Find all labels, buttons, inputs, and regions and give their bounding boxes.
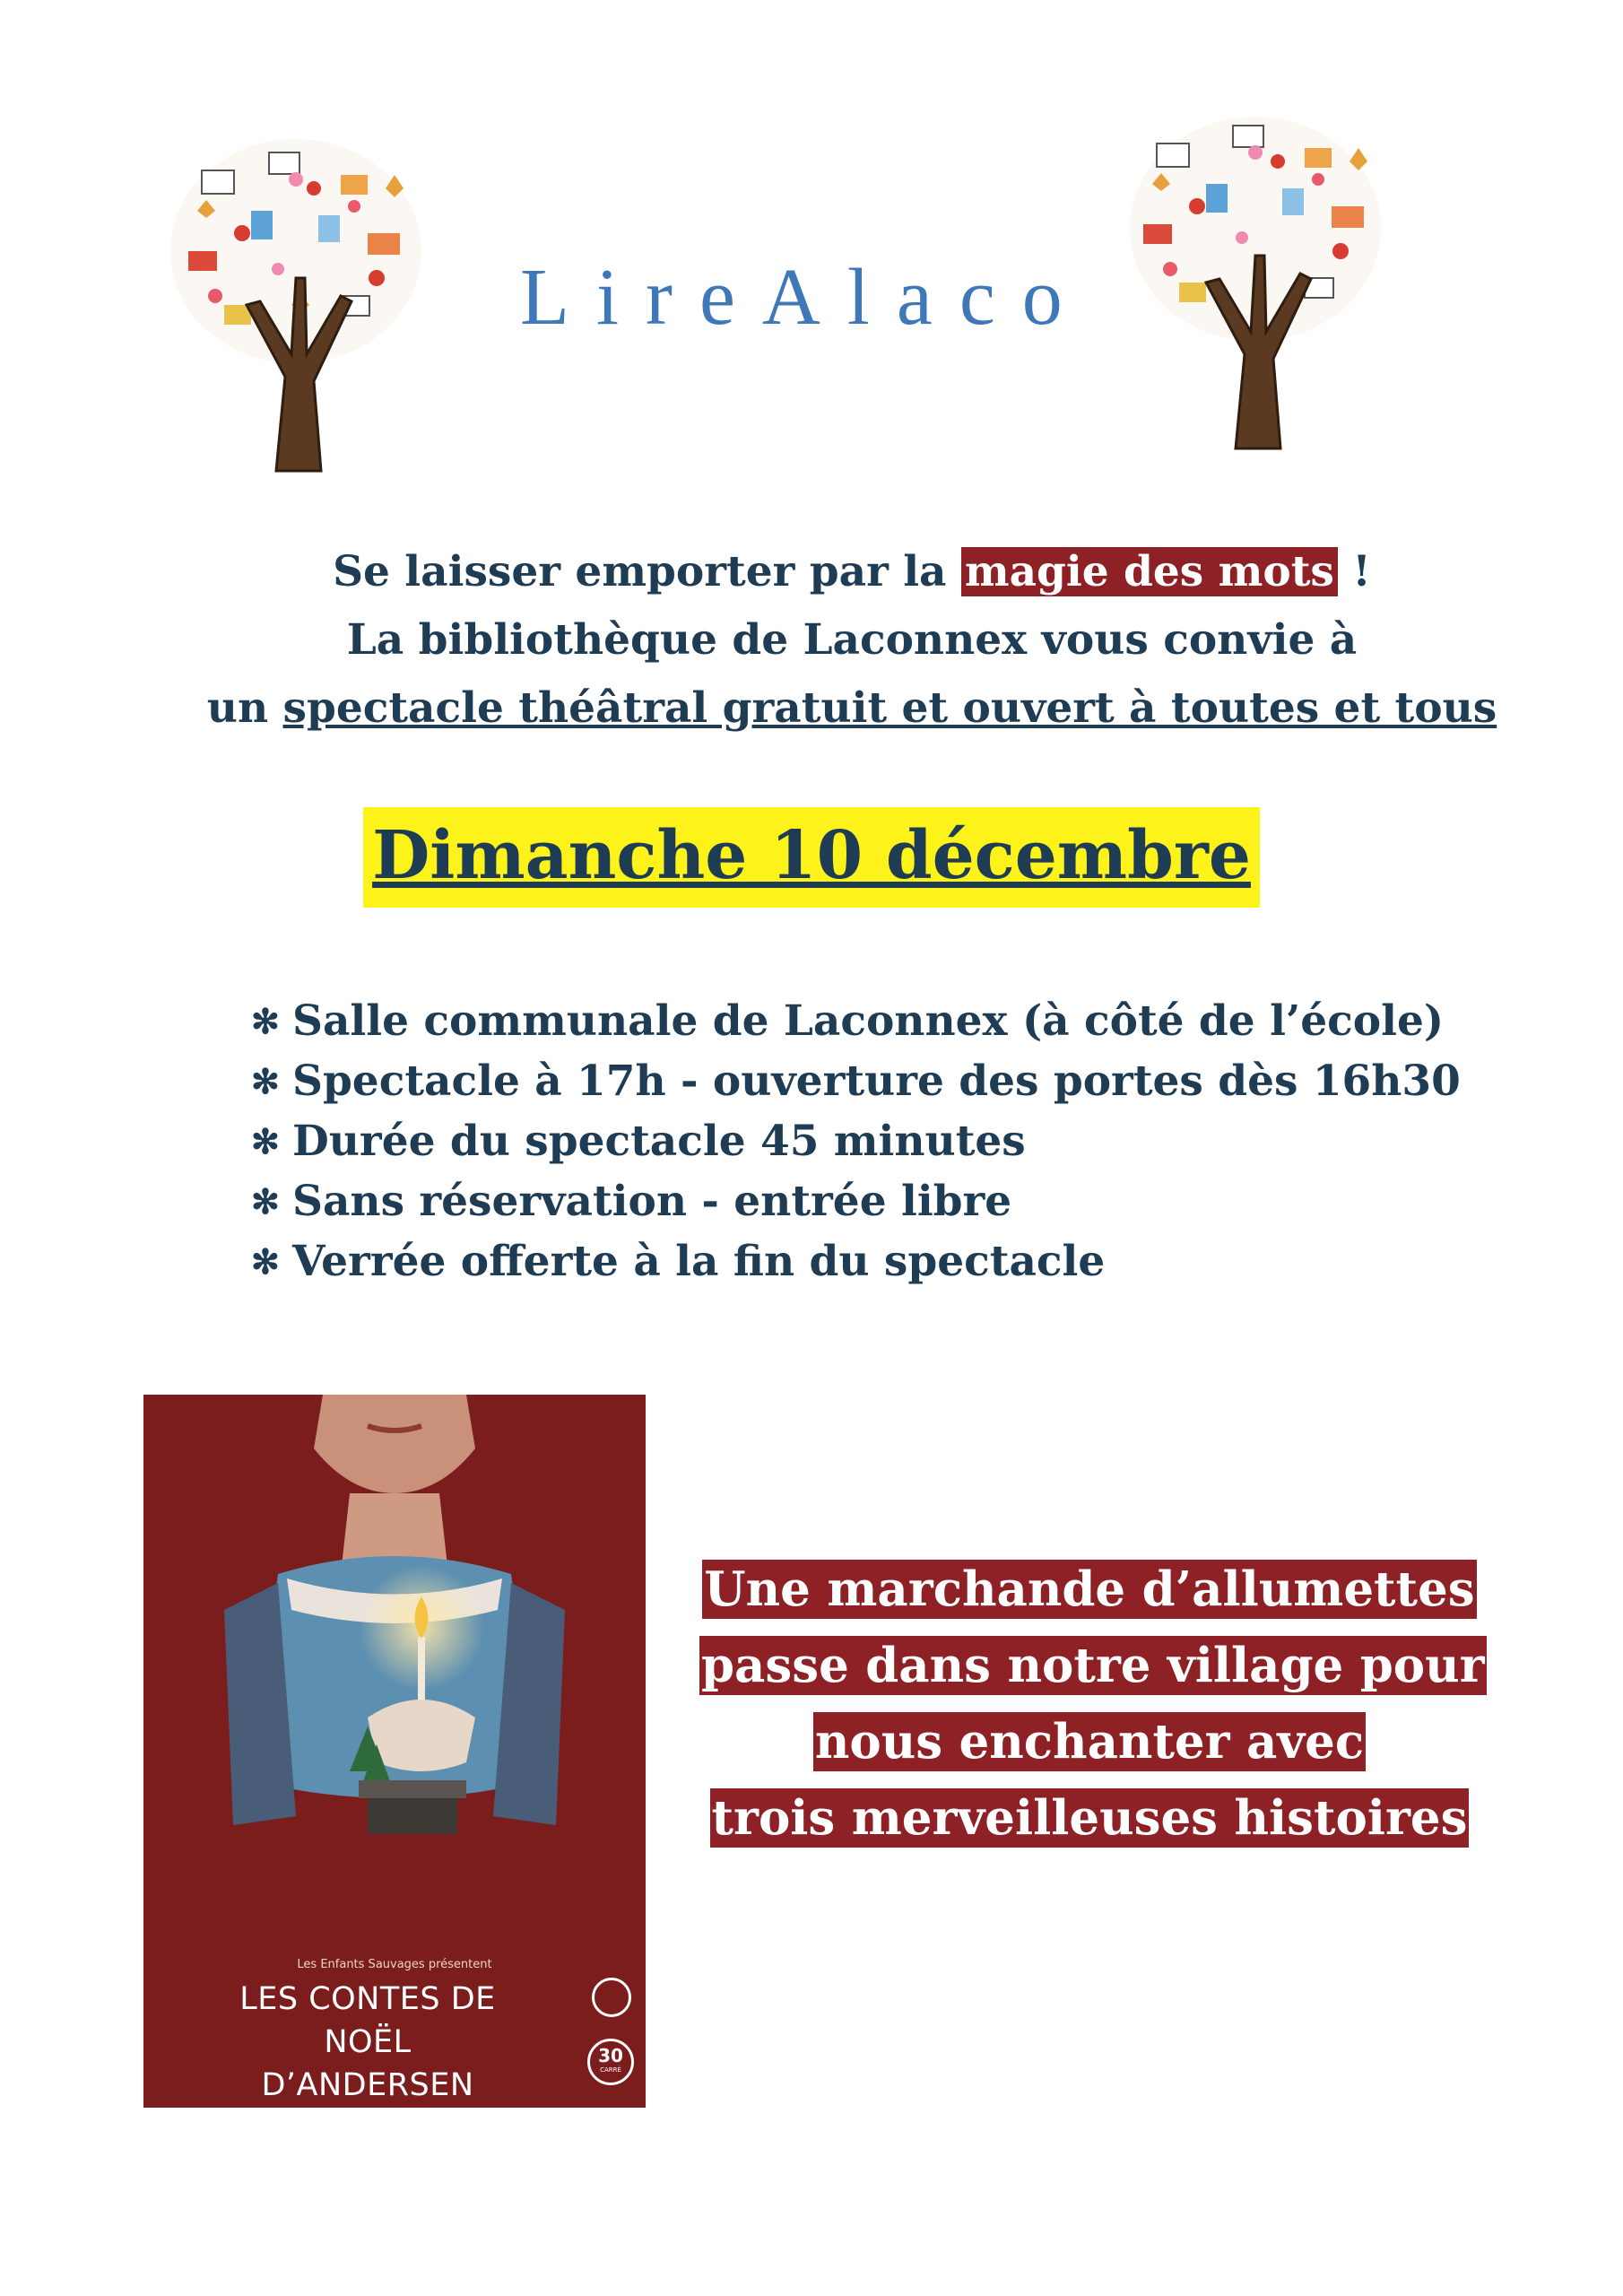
story-line-text: Une marchande d’allumettes [704,1561,1475,1617]
logo-word: CARRÉ [600,2066,621,2074]
match-stick [418,1637,425,1709]
intro-line-2: La bibliothèque de Laconnex vous convie à [346,615,1358,665]
poster-title-line-1: LES CONTES DE NOËL [239,1981,496,2060]
story-line-text: passe dans notre village pour [701,1638,1485,1693]
detail-item-drinks [251,1231,1506,1292]
trente-carre-logo [587,2039,634,2085]
detail-text: Verrée offerte à la fin du spectacle [292,1237,1106,1286]
asterisk-bullet-icon: ✻ [251,1121,280,1161]
poster-title-line-2: D’ANDERSEN [261,2067,474,2103]
intro-line-1-end: ! [1337,547,1371,596]
poster-presents-text: Les Enfants Sauvages présentent [297,1958,492,1971]
detail-item-venue [251,991,1506,1051]
detail-text: Salle communale de Laconnex (à côté de l’école) [292,996,1445,1046]
story-line [699,1628,1485,1704]
story-line [699,1780,1480,1857]
story-line-text: trois merveilleuses histoires [711,1790,1468,1846]
asterisk-bullet-icon: ✻ [251,1061,280,1101]
story-line [699,1552,1480,1628]
tree-trunk-left [247,278,352,471]
theatre-swirl-logo-icon [592,1978,631,2017]
show-poster [143,1395,646,2108]
detail-item-time [251,1051,1506,1111]
intro-line-1 [135,538,1569,606]
intro-line-1-start: Se laisser emporter par la [333,547,961,596]
highlight-magie-des-mots: magie des mots [961,547,1338,596]
event-date: Dimanche 10 décembre [363,807,1260,908]
intro-text [135,538,1569,743]
detail-text: Sans réservation - entrée libre [292,1177,1012,1226]
tree-of-books-illustration-left [161,126,430,475]
tree-of-books-illustration-right [1121,103,1390,453]
intro-line-3 [135,674,1569,743]
story-line-text: nous enchanter avec [814,1714,1365,1770]
logo-number: 30 [598,2045,623,2066]
event-date-container [0,807,1623,908]
brand-title: LireAlaco [520,253,1089,342]
intro-underlined-text: spectacle théâtral gratuit et ouvert à toutes et tous [282,683,1497,733]
intro-line-3-start: un [206,683,283,733]
story-line [699,1704,1480,1780]
detail-text: Spectacle à 17h - ouverture des portes dès 16h30 [292,1057,1461,1106]
tree-trunk-right [1206,256,1311,448]
story-text-block [699,1552,1485,1857]
detail-item-reservation [251,1171,1506,1231]
asterisk-bullet-icon: ✻ [251,1241,280,1282]
hands-shape [368,1700,475,1771]
event-details-list [251,991,1506,1292]
detail-item-duration [251,1111,1506,1171]
asterisk-bullet-icon: ✻ [251,1001,280,1041]
detail-text: Durée du spectacle 45 minutes [292,1117,1026,1166]
asterisk-bullet-icon: ✻ [251,1181,280,1222]
poster-title [197,1978,538,2107]
box-shape [368,1798,457,1834]
